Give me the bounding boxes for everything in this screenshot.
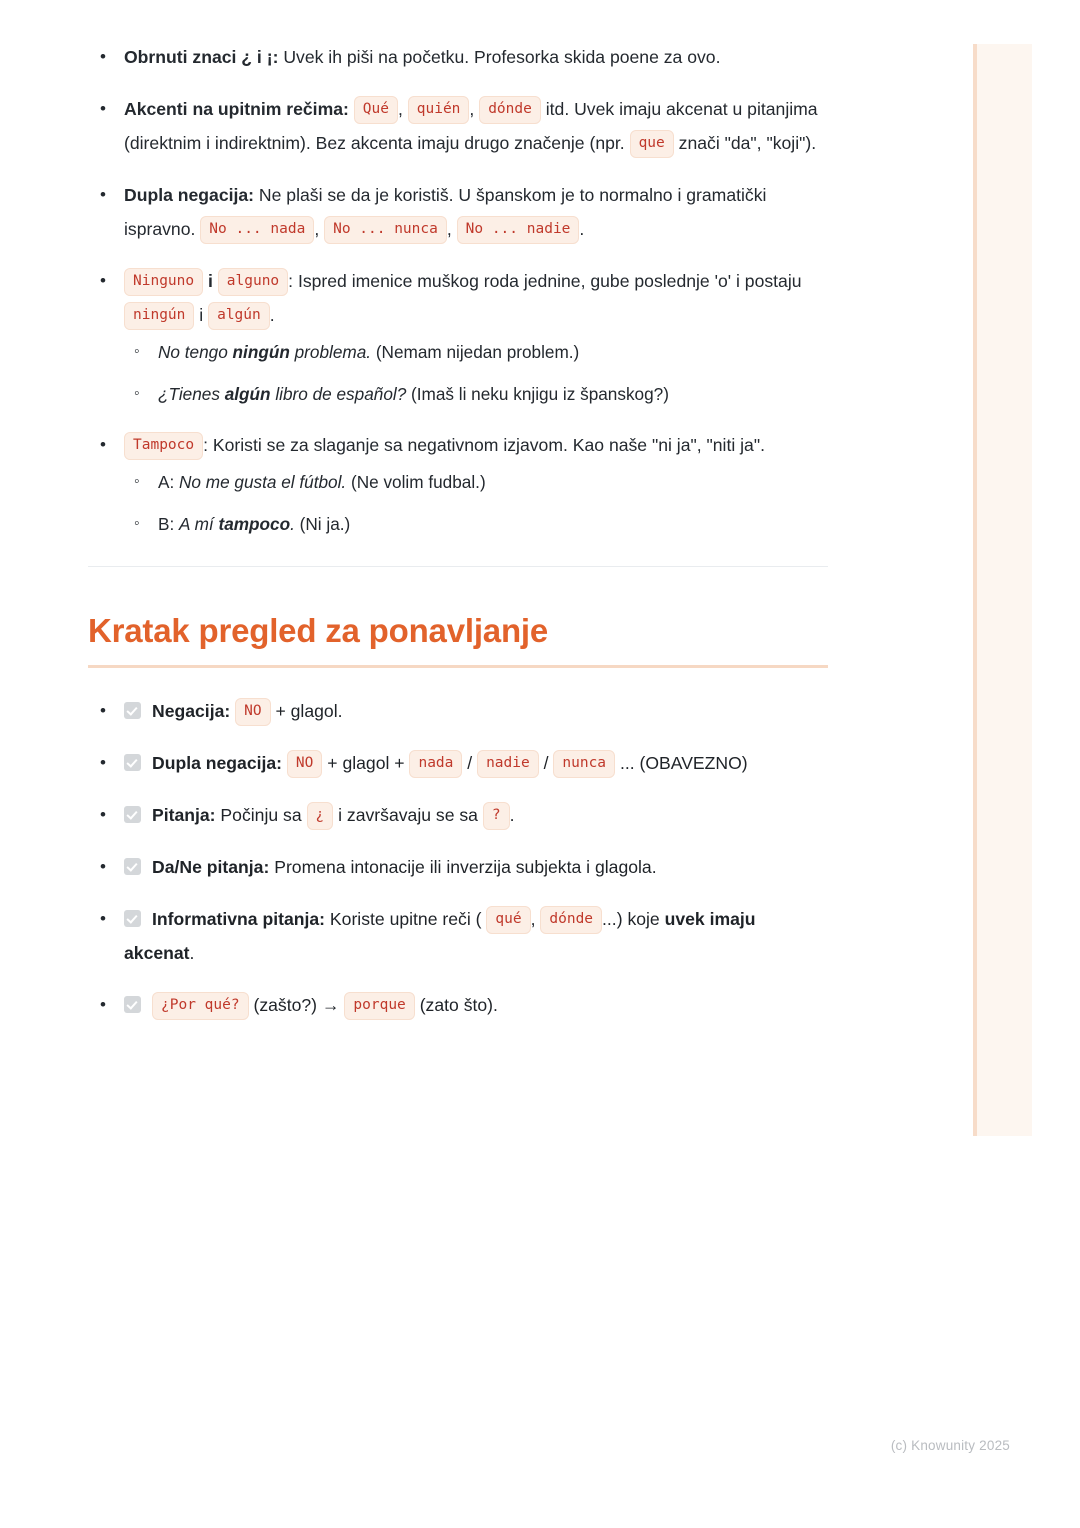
document-content [88,40,828,1040]
example-keyword: algún [224,384,271,404]
tip-text: Uvek ih piši na početku. Profesorka skida poene za ovo. [278,47,721,67]
code-chip-quien: quién [408,96,470,124]
code-chip-no-nada: No ... nada [200,216,314,244]
list-item-example [124,378,828,410]
tip-text: Ne plaši se da je koristiš. U španskom je to normalno i gramatički ispravno. [124,185,767,239]
list-item-inverted-marks [88,40,828,74]
code-chip-donde: dónde [479,96,541,124]
checklist-item-negation [88,694,828,728]
separator: , [530,909,536,929]
list-item-example [124,508,828,540]
code-chip-tampoco: Tampoco [124,432,203,460]
checkbox-icon[interactable] [124,754,141,771]
list-item-tampoco [88,428,828,540]
list-item-ninguno-alguno [88,264,828,410]
tip-text-cont: znači "da", "koji"). [678,133,817,153]
checklist-text: Koriste upitne reči ( [325,909,482,929]
example-spanish-pre: ¿Tienes [158,384,225,404]
checklist-text-cont: (zato što). [419,995,498,1015]
example-spanish-pre: A mí [179,514,219,534]
checklist-label: Informativna pitanja: [152,909,326,929]
checkbox-icon[interactable] [124,996,141,1013]
separator: , [397,99,403,119]
example-spanish-pre: No me gusta el fútbol. [179,472,347,492]
code-chip-que: que [630,130,674,158]
code-chip-inverted-question: ¿ [307,802,334,830]
separator: , [469,99,475,119]
example-translation: (Ne volim fudbal.) [346,472,486,492]
checklist-text: Promena intonacije ili inverzija subjekta i glagola. [269,857,657,877]
decorative-side-panel [973,44,1032,1136]
page-title: Kratak pregled za ponavljanje [88,612,549,649]
code-chip-no: NO [235,698,270,726]
separator: , [446,219,452,239]
conjunction: i [199,305,204,325]
checklist-label: Da/Ne pitanja: [152,857,270,877]
list-item-example [124,466,828,498]
tip-label: Dupla negacija: [124,185,255,205]
example-translation: (Nemam nijedan problem.) [371,342,580,362]
checkbox-icon[interactable] [124,910,141,927]
code-chip-porque: porque [344,992,414,1020]
list-item-example [124,336,828,368]
code-chip-que: qué [486,906,530,934]
checklist-label: Dupla negacija: [152,753,283,773]
conjunction: i [208,271,213,291]
checklist-text: + glagol. [275,701,343,721]
dialogue-example-list [124,466,828,540]
code-chip-no-nadie: No ... nadie [457,216,580,244]
tip-label: Akcenti na upitnim rečima: [124,99,349,119]
speaker-label: A: [158,472,180,492]
footer-copyright: (c) Knowunity 2025 [890,1438,1010,1453]
slash-separator: / [543,753,549,773]
checklist-item-double-negation [88,746,828,780]
code-chip-por-que: ¿Por qué? [152,992,249,1020]
tip-text: : Koristi se za slaganje sa negativnom izjavom. Kao naše "ni ja", "niti ja". [203,435,765,455]
example-spanish-post: libro de español? [270,384,407,404]
code-chip-que-accent: Qué [354,96,398,124]
example-list [124,336,828,410]
summary-checklist [88,694,828,1022]
checklist-label: Pitanja: [152,805,216,825]
checklist-item-yesno-questions [88,850,828,884]
checklist-text: + glagol + [327,753,405,773]
tip-text-cont: . [269,305,275,325]
code-chip-no-nunca: No ... nunca [324,216,447,244]
speaker-label: B: [158,514,180,534]
example-spanish-pre: No tengo [158,342,233,362]
code-chip-donde: dónde [540,906,602,934]
list-item-double-negation [88,178,828,246]
tip-text: itd. Uvek imaju akcenat u pitanjima (direktnim i indirektnim). Bez akcenta imaju drugo značenje (npr. [124,99,818,153]
checklist-label: Negacija: [152,701,231,721]
separator: , [314,219,320,239]
list-item-accents [88,92,828,160]
section-divider [88,566,828,567]
checkbox-icon[interactable] [124,858,141,875]
example-translation: (Imaš li neku knjigu iz španskog?) [406,384,669,404]
checklist-item-questions [88,798,828,832]
code-chip-question-mark: ? [483,802,510,830]
checklist-item-info-questions [88,902,828,970]
checklist-text-end: . [509,805,515,825]
checkbox-icon[interactable] [124,806,141,823]
code-chip-nadie: nadie [477,750,539,778]
example-keyword: ningún [232,342,290,362]
arrow-right-icon: → [321,995,340,1015]
checklist-item-porque [88,988,828,1022]
checklist-text-cont: ...) koje [602,909,665,929]
code-chip-no: NO [287,750,322,778]
checklist-text: Počinju sa [215,805,302,825]
tip-text-cont: . [579,219,585,239]
example-translation: (Ni ja.) [294,514,351,534]
checklist-text-cont: i završavaju se sa [338,805,478,825]
code-chip-ningun: ningún [124,302,194,330]
code-chip-ninguno: Ninguno [124,268,203,296]
grammar-tips-list [88,40,828,540]
tip-label: Obrnuti znaci ¿ i ¡: [124,47,279,67]
checklist-text: (zašto?) [253,995,318,1015]
checklist-text-end: . [189,943,195,963]
checkbox-icon[interactable] [124,702,141,719]
checklist-text-cont: ... (OBAVEZNO) [619,753,748,773]
title-underline [88,665,828,668]
code-chip-algun: algún [208,302,270,330]
slash-separator: / [467,753,473,773]
example-spanish-post: . [290,514,295,534]
code-chip-nada: nada [409,750,462,778]
code-chip-nunca: nunca [553,750,615,778]
example-keyword: tampoco [218,514,291,534]
code-chip-alguno: alguno [218,268,288,296]
example-spanish-post: problema. [289,342,372,362]
checklist-emphasis: uvek imaju akcenat [124,909,756,963]
tip-text: : Ispred imenice muškog roda jednine, gube poslednje 'o' i postaju [288,271,802,291]
